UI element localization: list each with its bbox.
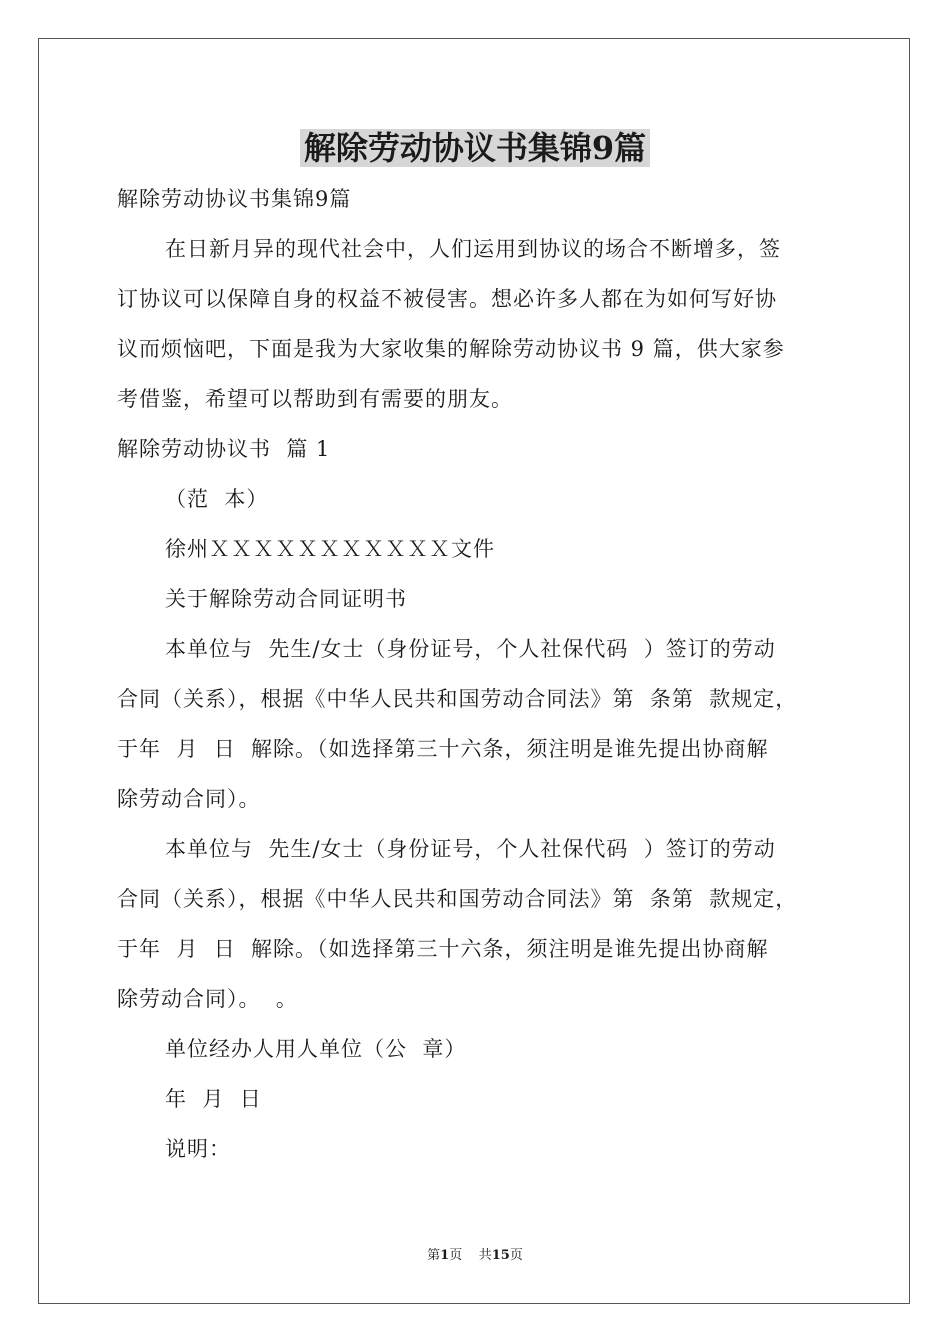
body-line: （范 本） <box>165 487 269 511</box>
current-page-number: 1 <box>440 1248 450 1263</box>
body-line: 说明： <box>165 1137 231 1161</box>
body-line: 除劳动合同）。 。 <box>117 987 298 1011</box>
section-heading: 解除劳动协议书 篇 1 <box>117 437 331 461</box>
footer-suffix: 页 <box>509 1248 523 1263</box>
body-line: 合同（关系），根据《中华人民共和国劳动合同法》第 条第 款规定， <box>117 687 798 711</box>
footer-middle: 页 共 <box>449 1248 492 1263</box>
body-line: 年 月 日 <box>165 1087 262 1111</box>
document-title <box>0 124 950 172</box>
body-line: 关于解除劳动合同证明书 <box>165 587 407 611</box>
body-line: 本单位与 先生/女士（身份证号，个人社保代码 ）签订的劳动 <box>165 637 776 661</box>
body-line: 合同（关系），根据《中华人民共和国劳动合同法》第 条第 款规定， <box>117 887 798 911</box>
body-line: 议而烦恼吧，下面是我为大家收集的解除劳动协议书 9 篇，供大家参 <box>117 337 785 361</box>
body-line: 在日新月异的现代社会中，人们运用到协议的场合不断增多，签 <box>165 237 781 261</box>
body-line: 于年 月 日 解除。（如选择第三十六条，须注明是谁先提出协商解 <box>117 937 769 961</box>
body-line: 本单位与 先生/女士（身份证号，个人社保代码 ）签订的劳动 <box>165 837 776 861</box>
document-body <box>117 174 835 1174</box>
body-line: 订协议可以保障自身的权益不被侵害。想必许多人都在为如何写好协 <box>117 287 777 311</box>
document-title-text: 解除劳动协议书集锦9篇 <box>300 129 650 167</box>
body-line: 除劳动合同）。 <box>117 787 261 811</box>
body-line: 徐州ＸＸＸＸＸＸＸＸＸＸＸ文件 <box>165 537 495 561</box>
body-line: 考借鉴，希望可以帮助到有需要的朋友。 <box>117 387 513 411</box>
footer-prefix: 第 <box>427 1248 441 1263</box>
body-line: 解除劳动协议书集锦9篇 <box>117 187 352 211</box>
body-line: 于年 月 日 解除。（如选择第三十六条，须注明是谁先提出协商解 <box>117 737 769 761</box>
total-page-count: 15 <box>491 1248 510 1263</box>
page-footer <box>0 1246 950 1266</box>
body-line: 单位经办人用人单位（公 章） <box>165 1037 467 1061</box>
